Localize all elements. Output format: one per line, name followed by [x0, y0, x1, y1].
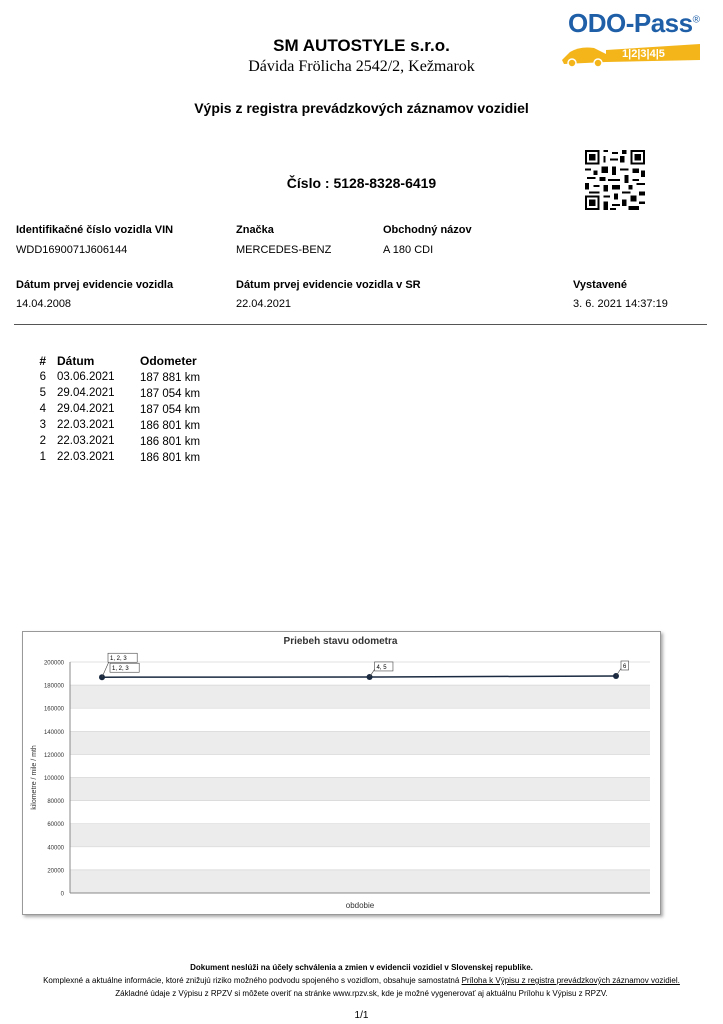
row-number: 5 [39, 387, 46, 399]
row-number: 6 [39, 371, 46, 383]
first-registration-value: 14.04.2008 [16, 298, 72, 310]
data-label: 1, 2, 3 [110, 656, 127, 663]
grid-band [70, 847, 650, 870]
document-number: Číslo : 5128-8328-6419 [286, 175, 437, 191]
brand-label: Značka [236, 224, 274, 236]
row-odometer: 186 801 km [140, 452, 201, 464]
data-point [99, 674, 105, 680]
row-odometer: 186 801 km [140, 420, 201, 432]
x-axis-label: obdobie [345, 901, 375, 910]
section-divider [14, 324, 707, 325]
company-name: SM AUTOSTYLE s.r.o. [273, 36, 450, 55]
y-tick-label: 180000 [43, 683, 64, 690]
row-number: 4 [39, 403, 46, 415]
row-date: 22.03.2021 [57, 435, 115, 447]
y-tick-label: 200000 [43, 660, 64, 667]
footer-disclaimer: Dokument neslúži na účely schválenia a zmien v evidencii vozidiel v Slovenskej republike. [190, 963, 533, 972]
footer-verify: Základné údaje z Výpisu z RPZV si môžete overiť na stránke www.rpzv.sk, kde je možné vygenerovať aj aktuálnu Prílohu k Výpisu z RPZV. [115, 989, 608, 998]
row-number: 3 [39, 419, 46, 431]
data-label: 6 [623, 663, 627, 670]
footer-info [0, 976, 723, 985]
first-registration-label: Dátum prvej evidencie vozidla [16, 279, 174, 291]
grid-band [70, 870, 650, 893]
row-date: 03.06.2021 [57, 371, 115, 383]
grid-band [70, 778, 650, 801]
chart-plot [22, 631, 659, 913]
grid-band [70, 801, 650, 824]
issued-label: Vystavené [573, 279, 628, 291]
y-tick-label: 140000 [43, 729, 64, 736]
first-registration-sr-value: 22.04.2021 [236, 298, 292, 310]
model-label: Obchodný názov [383, 224, 472, 236]
issued-value: 3. 6. 2021 14:37:19 [573, 298, 668, 310]
row-odometer: 187 881 km [140, 372, 201, 384]
y-tick-label: 40000 [47, 845, 64, 852]
y-tick-label: 60000 [47, 822, 64, 829]
table-header-odometer: Odometer [140, 354, 197, 368]
company-address: Dávida Frölicha 2542/2, Kežmarok [248, 58, 475, 75]
vin-value: WDD1690071J606144 [16, 244, 128, 256]
y-tick-label: 160000 [43, 706, 64, 713]
logo-registered-mark: ® [692, 14, 700, 26]
footer-info-text: Komplexné a aktuálne informácie, ktoré znižujú riziko možného podvodu spojeného s vozidlom, obsahuje samostatná [43, 976, 462, 985]
y-tick-label: 120000 [43, 752, 64, 759]
row-date: 22.03.2021 [57, 451, 115, 463]
grid-band [70, 708, 650, 731]
row-date: 22.03.2021 [57, 419, 115, 431]
y-tick-label: 100000 [43, 776, 64, 782]
car-odometer-icon [560, 38, 710, 70]
row-date: 29.04.2021 [57, 403, 115, 415]
grid-band [70, 662, 650, 685]
first-registration-sr-label: Dátum prvej evidencie vozidla v SR [236, 279, 421, 291]
grid-band [70, 731, 650, 754]
y-tick-label: 80000 [47, 799, 64, 806]
table-header-date: Dátum [57, 354, 95, 368]
y-tick-label: 20000 [47, 868, 64, 875]
y-axis-label: kilometre / mile / mth [31, 745, 38, 810]
chart-title: Priebeh stavu odometra [283, 636, 398, 647]
row-number: 1 [39, 451, 46, 463]
y-tick-label: 0 [60, 891, 64, 898]
logo-text: ODO-Pass [568, 8, 693, 38]
row-odometer: 187 054 km [140, 404, 201, 416]
footer-attachment-link[interactable]: Príloha k Výpisu z registra prevádzkových záznamov vozidiel. [461, 976, 680, 985]
odo-pass-logo [560, 8, 710, 70]
vin-label: Identifikačné číslo vozidla VIN [16, 224, 174, 236]
grid-band [70, 824, 650, 847]
grid-band [70, 754, 650, 777]
grid-band [70, 685, 650, 708]
logo-strip-text: 1|2|3|4|5 [622, 48, 665, 60]
brand-value: MERCEDES-BENZ [236, 244, 332, 256]
row-date: 29.04.2021 [57, 387, 115, 399]
data-label: 4, 5 [376, 664, 387, 671]
document-title: Výpis z registra prevádzkových záznamov vozidiel [194, 100, 529, 116]
row-number: 2 [39, 435, 46, 447]
row-odometer: 187 054 km [140, 388, 201, 400]
data-label: 1, 2, 3 [112, 666, 129, 673]
page-number: 1/1 [354, 1010, 369, 1021]
table-header-number: # [39, 354, 46, 368]
data-point [367, 674, 373, 680]
row-odometer: 186 801 km [140, 436, 201, 448]
model-value: A 180 CDI [383, 244, 434, 256]
